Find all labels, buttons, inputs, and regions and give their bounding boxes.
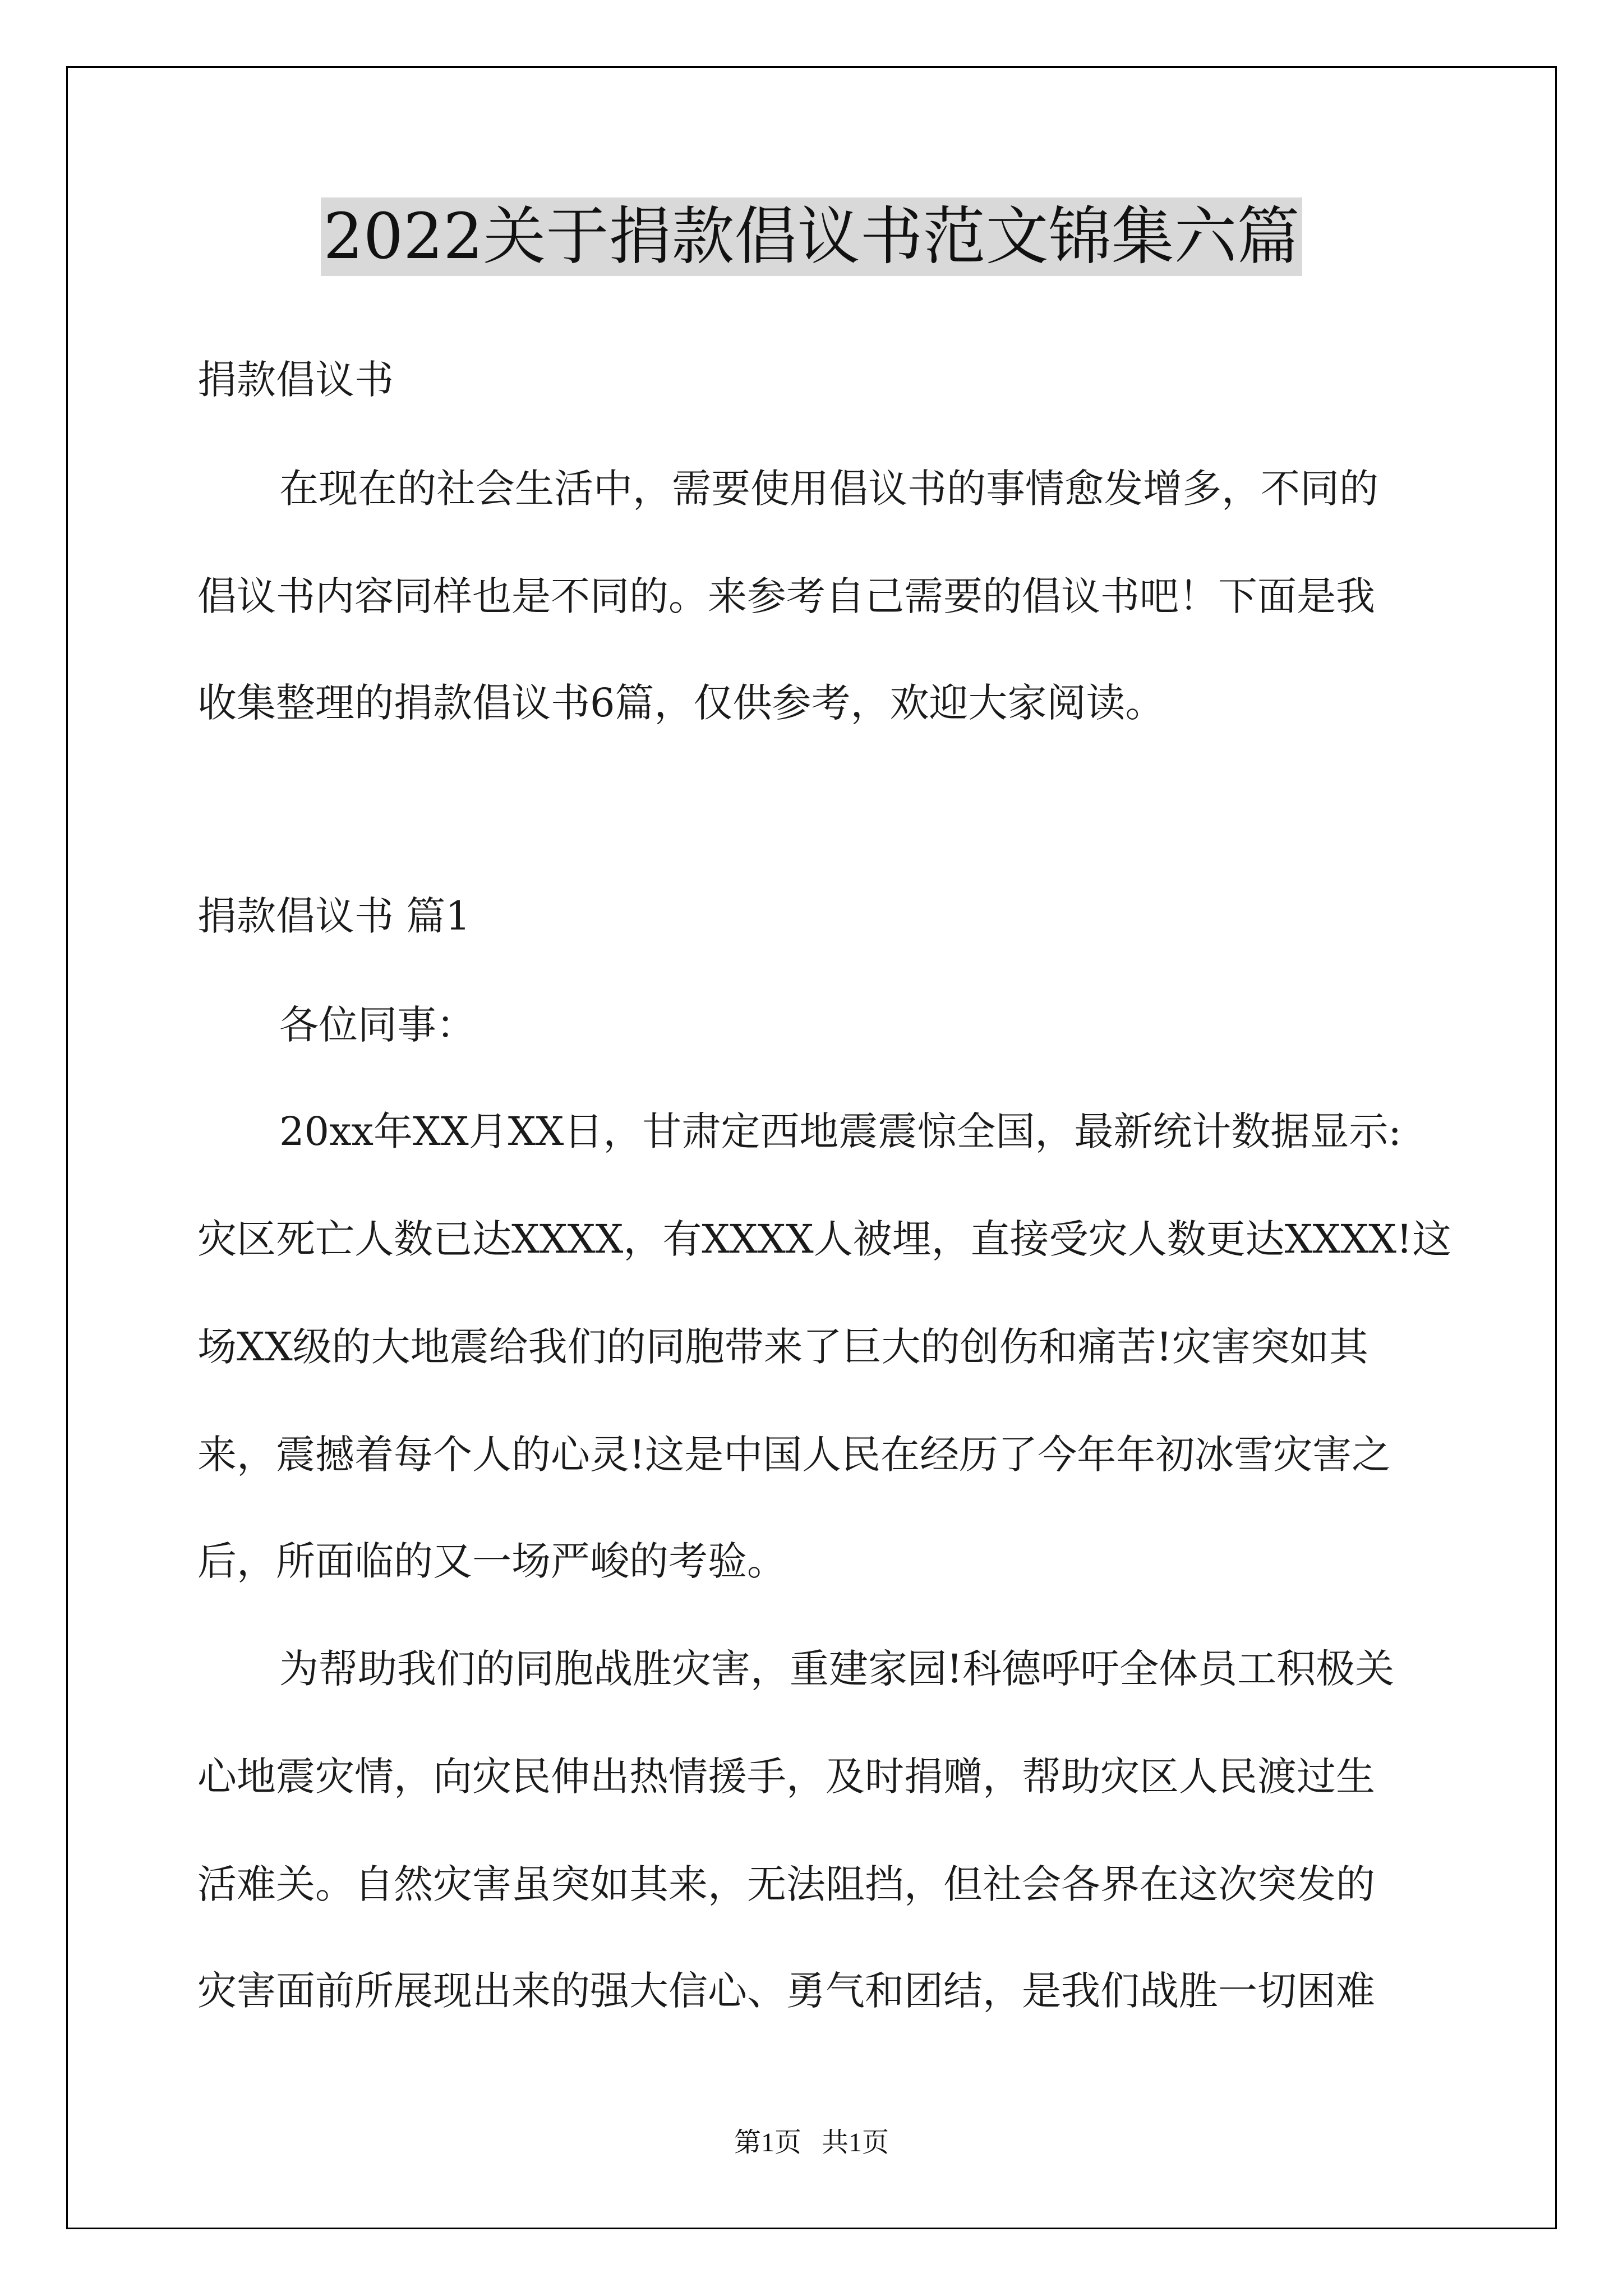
paragraph-line: 活难关。自然灾害虽突如其来，无法阻挡，但社会各界在这次突发的 xyxy=(197,1861,1375,1907)
intro-line: 在现在的社会生活中，需要使用倡议书的事情愈发增多，不同的 xyxy=(279,466,1378,512)
page-number: 第1页 xyxy=(734,2128,801,2157)
section-heading: 捐款倡议书 xyxy=(197,357,394,403)
document-title: 2022关于捐款倡议书范文锦集六篇 xyxy=(321,197,1302,276)
page-count: 共1页 xyxy=(822,2128,889,2157)
intro-line: 收集整理的捐款倡议书6篇，仅供参考，欢迎大家阅读。 xyxy=(197,680,1165,726)
page-footer xyxy=(0,2126,1623,2160)
intro-line: 倡议书内容同样也是不同的。来参考自己需要的倡议书吧！下面是我 xyxy=(197,573,1375,619)
salutation: 各位同事： xyxy=(279,1002,476,1048)
paragraph-line: 心地震灾情，向灾民伸出热情援手，及时捐赠，帮助灾区人民渡过生 xyxy=(197,1754,1375,1800)
paragraph-line: 为帮助我们的同胞战胜灾害，重建家园!科德呼吁全体员工积极关 xyxy=(279,1646,1395,1692)
paragraph-line: 来，震撼着每个人的心灵!这是中国人民在经历了今年年初冰雪灾害之 xyxy=(197,1432,1391,1478)
paragraph-line: 灾害面前所展现出来的强大信心、勇气和团结，是我们战胜一切困难 xyxy=(197,1968,1375,2014)
paragraph-line: 后，所面临的又一场严峻的考验。 xyxy=(197,1538,786,1584)
article-heading: 捐款倡议书 篇1 xyxy=(197,893,471,939)
paragraph-line: 20xx年XX月XX日，甘肃定西地震震惊全国，最新统计数据显示: xyxy=(279,1108,1401,1154)
title-container xyxy=(0,197,1623,276)
paragraph-line: 场XX级的大地震给我们的同胞带来了巨大的创伤和痛苦!灾害突如其 xyxy=(197,1324,1368,1370)
paragraph-line: 灾区死亡人数已达XXXX，有XXXX人被埋，直接受灾人数更达XXXX!这 xyxy=(197,1216,1452,1262)
